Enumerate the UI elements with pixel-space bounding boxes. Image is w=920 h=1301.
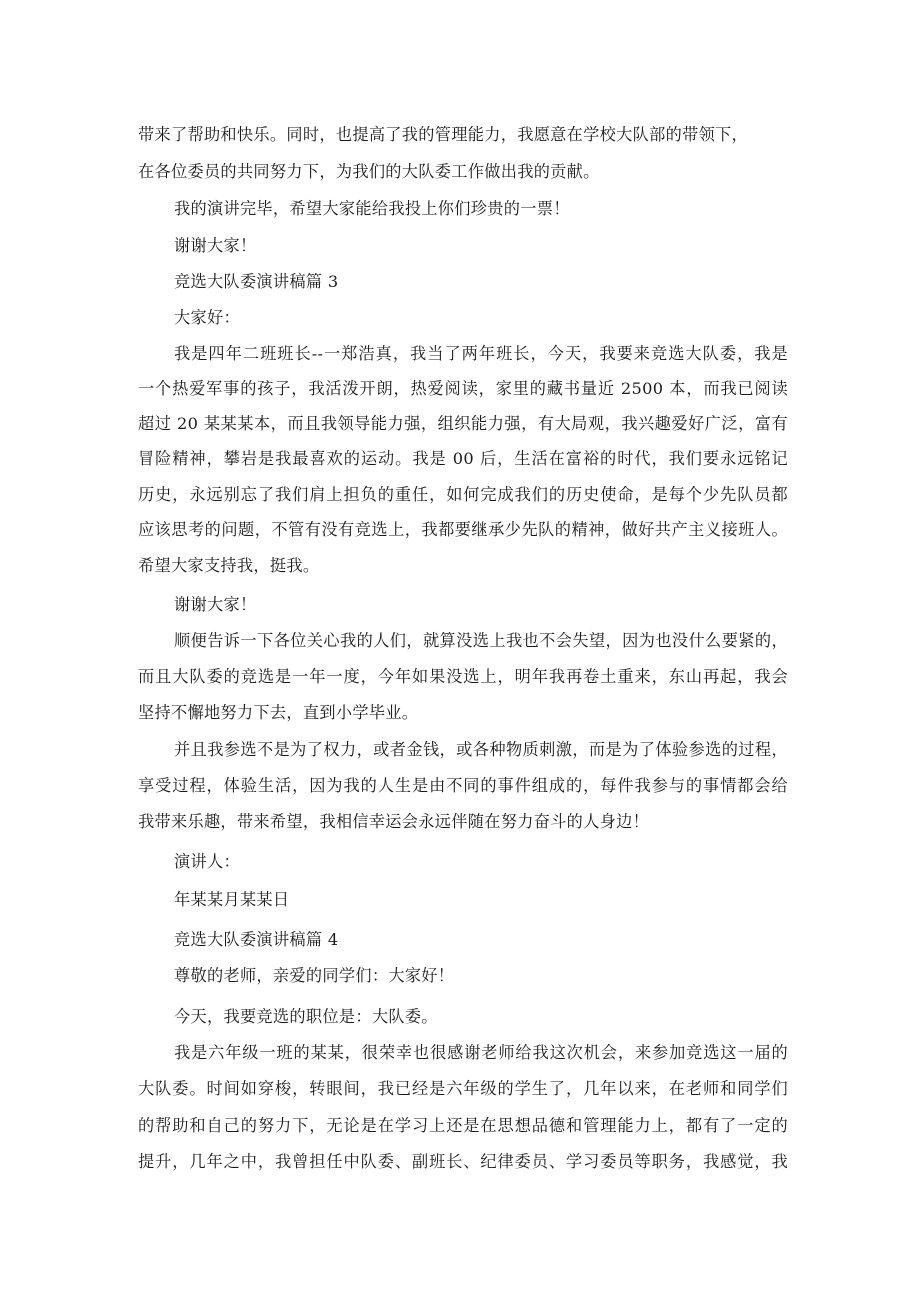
section-heading: 竞选大队委演讲稿篇 3 [174, 272, 339, 291]
text-line: 希望大家支持我，挺我。 [138, 556, 320, 575]
text-line: 今天，我要竞选的职位是：大队委。 [174, 1007, 438, 1026]
text-line: 超过 20 某某某本，而且我领导能力强，组织能力强，有大局观，我兴趣爱好广泛，富有 [138, 414, 788, 433]
text-line: 并且我参选不是为了权力，或者金钱，或各种物质刺激，而是为了体验参选的过程， [174, 740, 788, 759]
text-line: 谢谢大家！ [174, 595, 257, 614]
section-heading: 竞选大队委演讲稿篇 4 [174, 930, 339, 949]
text-line: 谢谢大家！ [174, 236, 257, 255]
text-line: 带来了帮助和快乐。同时，也提高了我的管理能力，我愿意在学校大队部的带领下， [138, 125, 749, 144]
text-line: 在各位委员的共同努力下，为我们的大队委工作做出我的贡献。 [138, 162, 600, 181]
text-line: 我是六年级一班的某某，很荣幸也很感谢老师给我这次机会，来参加竞选这一届的 [174, 1043, 788, 1062]
text-line: 冒险精神，攀岩是我最喜欢的运动。我是 00 后，生活在富裕的时代，我们要永远铭记 [138, 449, 788, 468]
text-line: 而且大队委的竞选是一年一度，今年如果没选上，明年我再卷土重来，东山再起，我会 [138, 667, 788, 686]
text-line: 坚持不懈地努力下去，直到小学毕业。 [138, 703, 419, 722]
text-line: 尊敬的老师，亲爱的同学们：大家好！ [174, 966, 455, 985]
text-line: 历史，永远别忘了我们肩上担负的重任，如何完成我们的历史使命，是每个少先队员都 [138, 485, 788, 504]
text-line: 我是四年二班班长--一郑浩真，我当了两年班长，今天，我要来竞选大队委，我是 [174, 344, 788, 363]
text-line: 年某某月某某日 [174, 890, 290, 909]
text-line: 演讲人： [174, 852, 240, 871]
text-line: 我的演讲完毕，希望大家能给我投上你们珍贵的一票！ [174, 199, 570, 218]
text-line: 的帮助和自己的努力下，无论是在学习上还是在思想品德和管理能力上，都有了一定的 [138, 1116, 788, 1135]
text-line: 大家好： [174, 308, 240, 327]
text-line: 大队委。时间如穿梭，转眼间，我已经是六年级的学生了，几年以来，在老师和同学们 [138, 1079, 788, 1098]
text-line: 享受过程，体验生活，因为我的人生是由不同的事件组成的，每件我参与的事情都会给 [138, 776, 788, 795]
text-line: 提升，几年之中，我曾担任中队委、副班长、纪律委员、学习委员等职务，我感觉，我 [138, 1152, 788, 1171]
text-line: 顺便告诉一下各位关心我的人们，就算没选上我也不会失望，因为也没什么要紧的， [174, 631, 788, 650]
text-line: 一个热爱军事的孩子，我活泼开朗，热爱阅读，家里的藏书量近 2500 本，而我已阅读 [138, 379, 788, 398]
text-line: 应该思考的问题，不管有没有竞选上，我都要继承少先队的精神，做好共产主义接班人。 [138, 520, 788, 539]
text-line: 我带来乐趣，带来希望，我相信幸运会永远伴随在努力奋斗的人身边！ [138, 812, 650, 831]
